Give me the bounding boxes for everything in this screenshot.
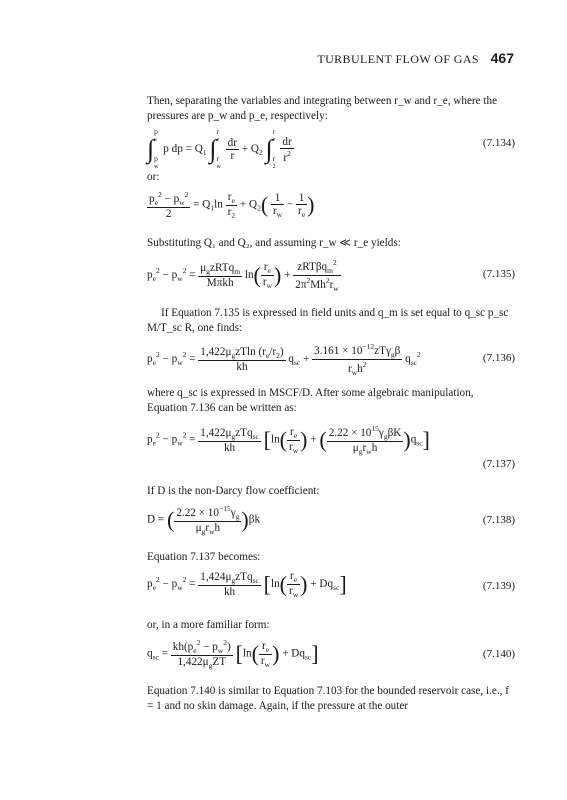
equation-7-140 bbox=[147, 634, 515, 678]
paragraph-familiar-form bbox=[147, 618, 515, 633]
paragraph-text: Then, separating the variables and integrating between r_w and r_e, where the pressures are p_w and p_e, respectively: bbox=[147, 95, 498, 122]
equation-7-134 bbox=[147, 123, 515, 170]
paragraph-field-units bbox=[147, 306, 515, 335]
paragraph-becomes bbox=[147, 550, 515, 565]
equation-body: D = ( $\frac{2.22 \times 10^{-15}\gamma_g}{\mu_gr_wh}$ )βk bbox=[147, 504, 261, 536]
equation-body: ∫ p e p w p dp = $Q_1$ ∫ r e r w $\frac{dr}{r}$ + $Q_2$ ∫ r e r 2 $\frac{dr}{r^2}$ bbox=[147, 127, 292, 170]
constant-1422: 1,422 bbox=[177, 656, 203, 668]
equation-number: (7.138) bbox=[482, 514, 515, 526]
paragraph-bounded-reservoir bbox=[147, 684, 515, 713]
paragraph-where-qsc bbox=[147, 386, 515, 415]
constant-3161: 3.161 × 10 bbox=[314, 345, 363, 357]
paragraph-intro bbox=[147, 94, 515, 123]
paragraph-text: Substituting Q₁ and Q₂, and assuming r_w ≪ r_e yields: bbox=[147, 237, 401, 249]
constant-222: 2.22 × 10 bbox=[328, 427, 372, 439]
equation-number: (7.137) bbox=[482, 458, 515, 470]
equation-number: (7.135) bbox=[482, 268, 515, 280]
paragraph-text: Equation 7.140 is similar to Equation 7.103 for the bounded reservoir case, i.e., f = 1 and no skin damage. Again, if the pressure at the outer bbox=[147, 685, 509, 712]
constant-1422: 1,422 bbox=[200, 426, 226, 439]
paragraph-substituting bbox=[147, 236, 515, 251]
running-title: TURBULENT FLOW OF GAS bbox=[317, 52, 479, 66]
equation-number: (7.134) bbox=[482, 137, 515, 149]
equation-body: $q_{sc}$ = $\frac{kh(p_e^2 - p_w^2)}{1,422\mu_gZT}$ [ln( $\frac{r_e}{r_w}$ ) + $Dq_{sc}$] bbox=[147, 638, 319, 670]
paragraph-text: or, in a more familiar form: bbox=[147, 619, 270, 631]
equation-7-139 bbox=[147, 566, 515, 610]
paragraph-text: If D is the non-Darcy flow coefficient: bbox=[147, 485, 320, 497]
exponent: −12 bbox=[362, 342, 375, 351]
constant-1422: 1,422 bbox=[200, 346, 226, 358]
equation-body: $p_e^2 - p_w^2$ = $\frac{1,424\mu_gzTq_{sc}}{kh}$ [ln( $\frac{r_e}{r_w}$ ) + $Dq_{sc}$] bbox=[147, 570, 347, 599]
constant-1424: 1,424 bbox=[200, 571, 226, 583]
equation-7-137 bbox=[147, 420, 515, 476]
paragraph-text: Equation 7.137 becomes: bbox=[147, 551, 261, 563]
equation-number: (7.140) bbox=[482, 648, 515, 660]
page-header bbox=[0, 50, 567, 70]
equation-body: $p_e^2 - p_w^2$ = $\frac{1,422\mu_gzTq_{sc}}{kh}$ [ln( $\frac{r_e}{r_w}$ ) + ( $\frac{2.22 \times 10^{15}\gamma_g\beta K}{\mu_gr_wh}$ )$q_{sc}$] bbox=[147, 424, 430, 456]
paragraph-text: or: bbox=[147, 171, 160, 183]
equation-7-135 bbox=[147, 254, 515, 298]
equation-body: $\frac{p_e^2 - p_w^2}{2}$ = $Q_1\ln$ $\frac{r_e}{r_2}$ + $Q_2$( $\frac{1}{r_w}$ − $\frac{1}{r_e}$ ) bbox=[149, 190, 315, 220]
equation-7-138 bbox=[147, 500, 515, 544]
exponent: 15 bbox=[371, 424, 379, 433]
equation-unnumbered bbox=[147, 186, 515, 230]
exponent: −15 bbox=[218, 504, 231, 513]
equation-body: $p_e^2 - p_w^2$ = $\frac{\mu_gzRTq_m}{\text{Mπkh}}$ ln( $\frac{r_e}{r_w}$ ) + $\frac{zRT\beta q_m^2}{2\pi^2Mh^2r_w}$ bbox=[147, 258, 339, 293]
constant-222: 2.22 × 10 bbox=[176, 507, 219, 519]
page-number: 467 bbox=[490, 50, 514, 66]
paragraph-or bbox=[147, 170, 515, 185]
equation-number: (7.136) bbox=[482, 352, 515, 364]
paragraph-non-darcy bbox=[147, 484, 515, 499]
paragraph-text: where q_sc is expressed in MSCF/D. After some algebraic manipulation, Equation 7.136 can be written as: bbox=[147, 387, 474, 414]
equation-number: (7.139) bbox=[482, 580, 515, 592]
equation-body: $p_e^2 - p_w^2$ = $\frac{1,422\mu_gzTln (r_e/r_2)}{kh}$ $q_{sc}$ + $\frac{3.161 \times 10^{-12}zT\gamma_g\beta}{r_wh^2}$ $q_{sc}^2$ bbox=[147, 342, 421, 377]
paragraph-text: If Equation 7.135 is expressed in field units and q_m is set equal to q_sc p_sc M/T_sc R, one finds: bbox=[147, 307, 509, 334]
equation-7-136 bbox=[147, 338, 515, 382]
